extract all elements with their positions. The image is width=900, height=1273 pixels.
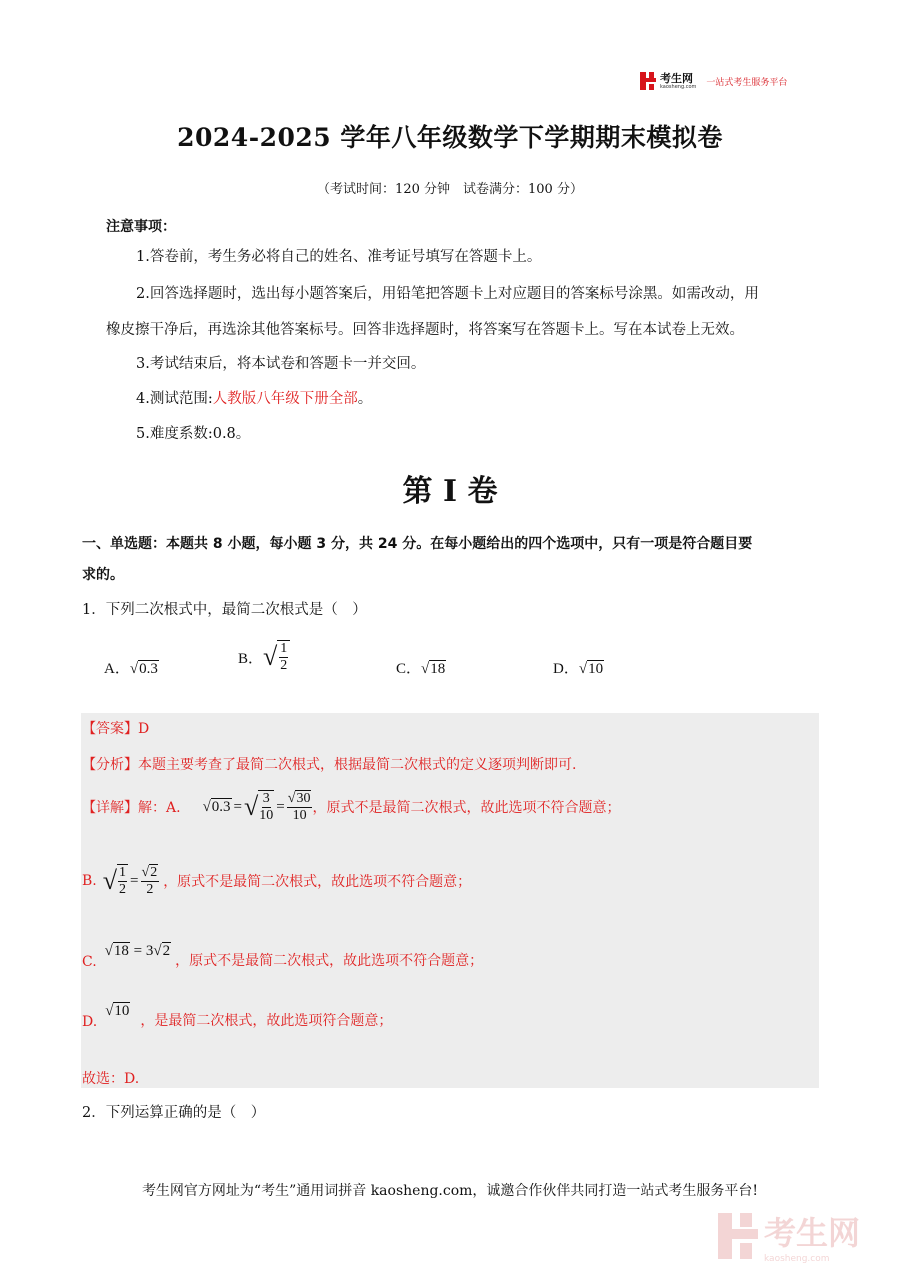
notice-item-3: 3.考试结束后，将本试卷和答题卡一并交回。 xyxy=(136,356,426,372)
exam-title: 2024-2025 学年八年级数学下学期期末模拟卷 xyxy=(177,123,723,152)
notice-item-4: 4.测试范围:人教版八年级下册全部。 xyxy=(136,391,373,407)
brand-slogan: 一站式考生服务平台 xyxy=(706,77,788,88)
brand-domain: kaosheng.com xyxy=(660,83,697,90)
q1-option-c: C．√18 xyxy=(396,661,446,677)
brand-logo-icon xyxy=(640,72,656,90)
q1-option-b: B． √ $\frac{1}{2}$ xyxy=(238,640,290,674)
exam-subtitle: （考试时间：120 分钟 试卷满分：100 分） xyxy=(317,182,583,197)
question-2-stem: 2．下列运算正确的是（ ） xyxy=(82,1105,266,1121)
section-title: 第 I 卷 xyxy=(402,474,498,509)
q1-option-d: D．√10 xyxy=(553,661,604,677)
footer-text: 考生网官方网址为“考生”通用词拼音 kaosheng.com，诚邀合作伙伴共同打造一站式考生服务平台! xyxy=(141,1183,759,1199)
question-1-stem: 1．下列二次根式中，最简二次根式是（ ） xyxy=(82,602,367,618)
brand-logo xyxy=(640,72,787,90)
notice-item-2-line-2: 橡皮擦干净后，再选涂其他答案标号。回答非选择题时，将答案写在答题卡上。写在本试卷上无效。 xyxy=(106,322,744,338)
test-scope: 人教版八年级下册全部 xyxy=(212,391,358,407)
conclusion-line: 故选：D. xyxy=(82,1071,140,1087)
watermark-icon xyxy=(718,1213,758,1259)
detail-a-line: 【详解】 解：A. √ 0.3 = √ $\frac{3}{10}$ = $\frac{√30}{10}$ ，原式不是最简二次根式，故此选项不符合题意； xyxy=(82,791,621,823)
watermark: 考生网 kaosheng.com xyxy=(718,1208,860,1264)
detail-d-line: D. √10 ，是最简二次根式，故此选项符合题意； xyxy=(82,1003,393,1030)
notice-item-2-line-1: 2.回答选择题时，选出每小题答案后，用铅笔把答题卡上对应题目的答案标号涂黑。如需改动，用 xyxy=(136,286,759,302)
analysis-line: 【分析】本题主要考查了最简二次根式，根据最简二次根式的定义逐项判断即可. xyxy=(82,757,577,773)
detail-b-line: B. √ $\frac{1}{2}$ = $\frac{√2}{2}$ ，原式不是最简二次根式，故此选项不符合题意； xyxy=(82,865,472,897)
section-heading: 一、单选题：本题共 8 小题，每小题 3 分，共 24 分。在每小题给出的四个选项中，只有一项是符合题目要 求的。 xyxy=(82,536,753,583)
notice-item-1: 1.答卷前，考生务必将自己的姓名、准考证号填写在答题卡上。 xyxy=(136,249,542,265)
notice-item-5: 5.难度系数:0.8。 xyxy=(136,426,251,442)
notice-heading: 注意事项： xyxy=(106,219,176,235)
detail-c-line: C. √18 = 3√2 ，原式不是最简二次根式，故此选项不符合题意； xyxy=(82,943,484,970)
answer-line: 【答案】D xyxy=(82,721,150,737)
brand-name: 考生网 xyxy=(660,71,693,85)
q1-option-a: A．√0.3 xyxy=(104,661,158,677)
